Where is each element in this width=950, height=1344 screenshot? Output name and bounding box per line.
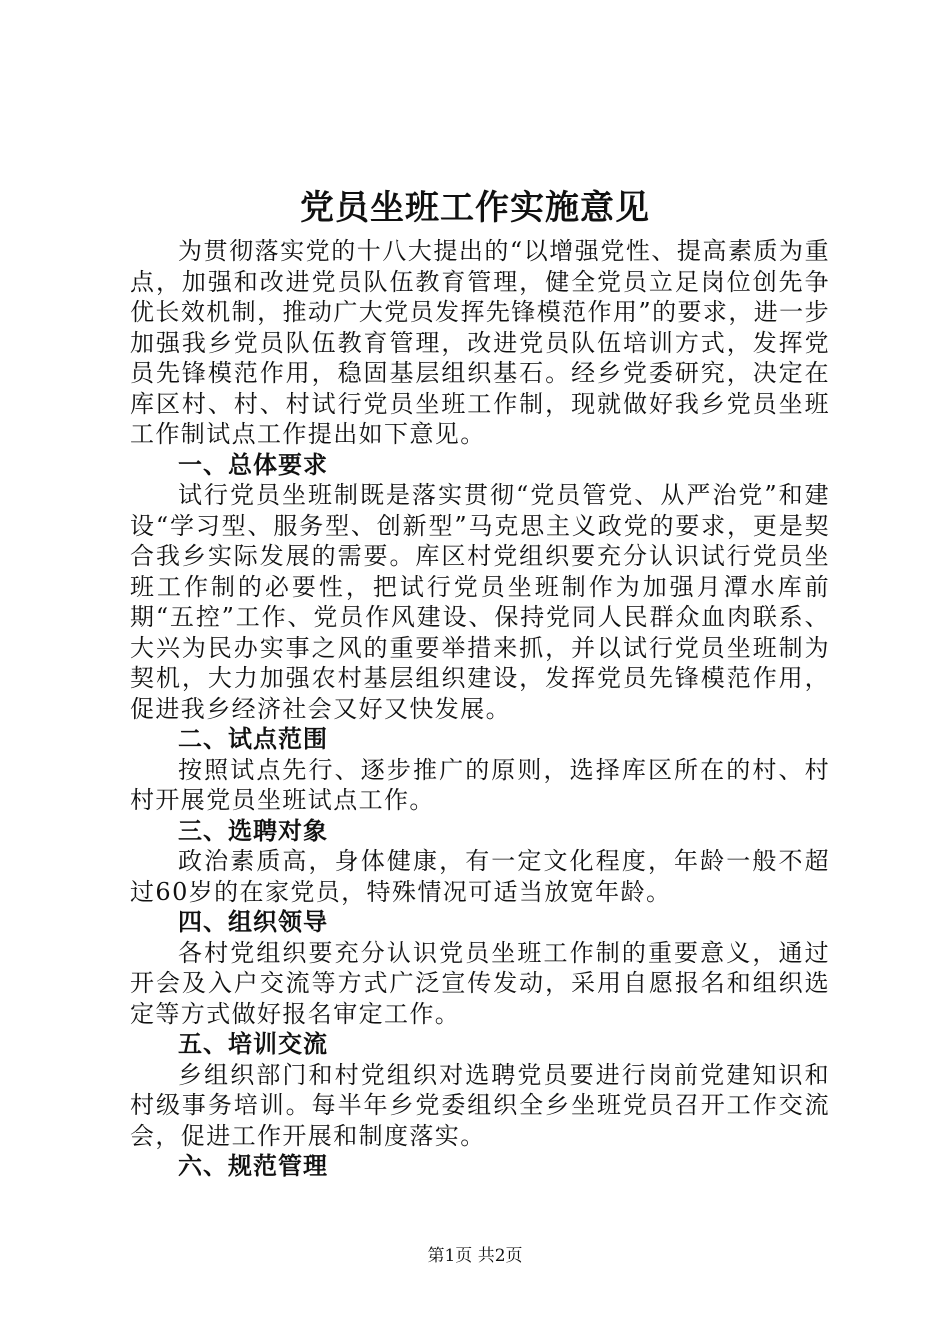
section-heading-standard-management: 六、规范管理 [178,1151,328,1180]
intro-paragraph: 为贯彻落实党的十八大提出的“以增强党性、提高素质为重点，加强和改进党员队伍教育管理，健全党员立足岗位创先争优长效机制，推动广大党员发挥先锋模范作用”的要求，进一步加强我乡党员队伍教育管理，改进党员队伍培训方式，发挥党员先锋模范作用，稳固基层组织基石。经乡党委研究，决定在库区村、村、村试行党员坐班工作制，现就做好我乡党员坐班工作制试点工作提出如下意见。 [130,237,830,448]
section-heading-general-requirements: 一、总体要求 [178,449,328,479]
section-heading-pilot-scope: 二、试点范围 [178,724,328,753]
section-heading-training-exchange: 五、培训交流 [178,1029,328,1058]
section-text-selection-targets: 政治素质高，身体健康，有一定文化程度，年龄一般不超过60岁的在家党员，特殊情况可适当放宽年龄。 [130,847,830,906]
section-text-general-requirements: 试行党员坐班制既是落实贯彻“党员管党、从严治党”和建设“学习型、服务型、创新型”马克思主义政党的要求，更是契合我乡实际发展的需要。库区村党组织要充分认识试行党员坐班工作制的必要性，把试行党员坐班制作为加强月潭水库前期“五控”工作、党员作风建设、保持党同人民群众血肉联系、大兴为民办实事之风的重要举措来抓，并以试行党员坐班制为契机，大力加强农村基层组织建设，发挥党员先锋模范作用，促进我乡经济社会又好又快发展。 [130,481,830,723]
document-title: 党员坐班工作实施意见 [300,188,650,228]
section-text-pilot-scope: 按照试点先行、逐步推广的原则，选择库区所在的村、村村开展党员坐班试点工作。 [130,755,830,814]
section-text-organization-leadership: 各村党组织要充分认识党员坐班工作制的重要意义，通过开会及入户交流等方式广泛宣传发动，采用自愿报名和组织选定等方式做好报名审定工作。 [130,938,830,1028]
page-number-footer: 第1页 共2页 [427,1246,523,1266]
section-text-training-exchange: 乡组织部门和村党组织对选聘党员要进行岗前党建知识和村级事务培训。每半年乡党委组织全乡坐班党员召开工作交流会，促进工作开展和制度落实。 [130,1060,830,1150]
section-heading-selection-targets: 三、选聘对象 [178,815,328,845]
section-heading-organization-leadership: 四、组织领导 [178,907,328,936]
document-body [130,236,830,1182]
